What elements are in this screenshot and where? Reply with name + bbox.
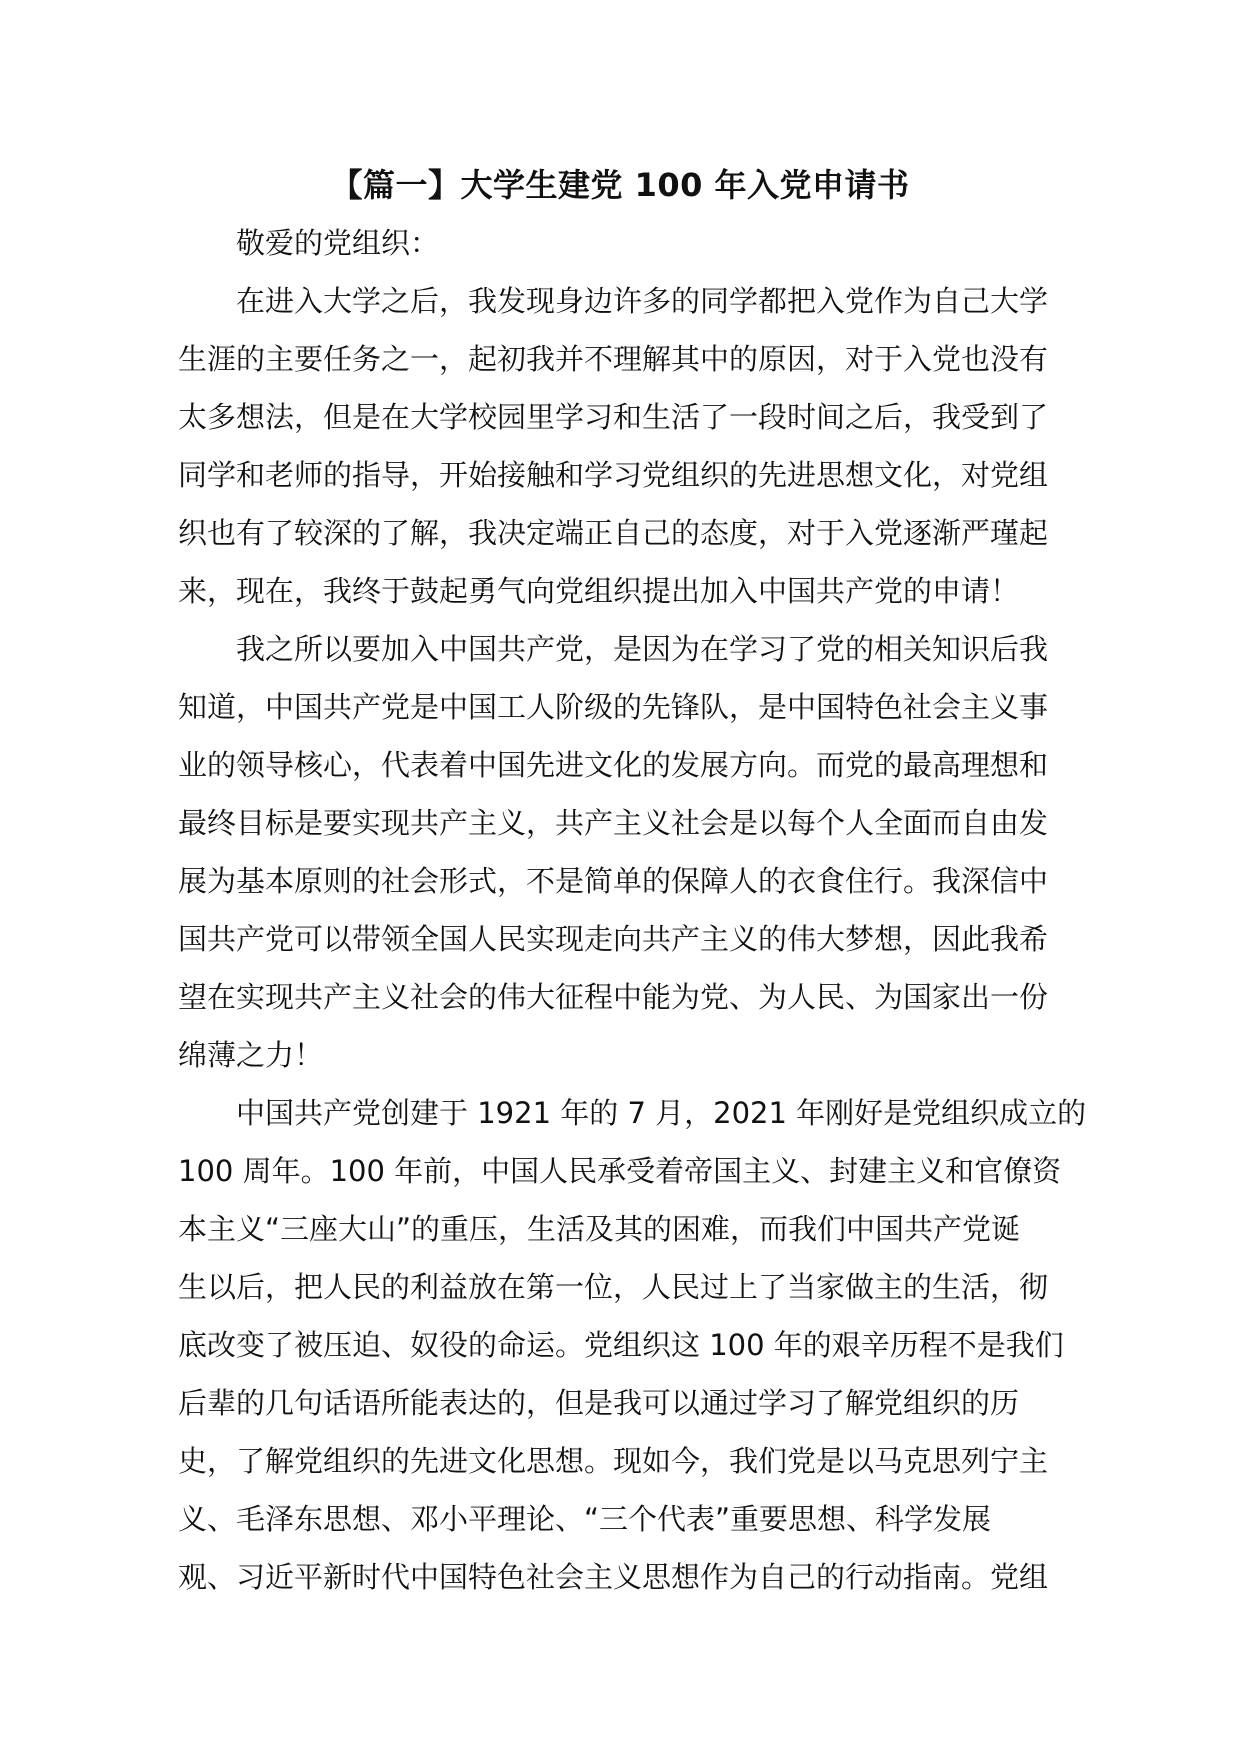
paragraph-line: 业的领导核心，代表着中国先进文化的发展方向。而党的最高理想和 [178,748,1049,782]
paragraph-3 [178,1084,1087,1606]
paragraph-line: 绵薄之力！ [178,1038,324,1072]
paragraph-1 [178,272,1070,620]
paragraph-line: 史，了解党组织的先进文化思想。现如今，我们党是以马克思列宁主 [178,1444,1049,1478]
paragraph-line: 来，现在，我终于鼓起勇气向党组织提出加入中国共产党的申请！ [178,574,1020,608]
paragraph-line: 生涯的主要任务之一，起初我并不理解其中的原因，对于入党也没有 [178,342,1049,376]
paragraph-line: 中国共产党创建于 1921 年的 7 月，2021 年刚好是党组织成立的 [236,1096,1087,1130]
paragraph-line: 展为基本原则的社会形式，不是简单的保障人的衣食住行。我深信中 [178,864,1049,898]
paragraph-2 [178,620,1070,1084]
paragraph-line: 后辈的几句话语所能表达的，但是我可以通过学习了解党组织的历 [178,1386,1020,1420]
document-body [178,214,1087,1606]
paragraph-line: 在进入大学之后，我发现身边许多的同学都把入党作为自己大学 [236,284,1049,318]
paragraph-line: 100 周年。100 年前，中国人民承受着帝国主义、封建主义和官僚资 [178,1154,1062,1188]
paragraph-line: 观、习近平新时代中国特色社会主义思想作为自己的行动指南。党组 [178,1560,1049,1594]
salutation: 敬爱的党组织： [236,226,440,260]
paragraph-line: 生以后，把人民的利益放在第一位，人民过上了当家做主的生活，彻 [178,1270,1049,1304]
paragraph-line: 最终目标是要实现共产主义，共产主义社会是以每个人全面而自由发 [178,806,1049,840]
paragraph-line: 知道，中国共产党是中国工人阶级的先锋队，是中国特色社会主义事 [178,690,1049,724]
document-title: 【篇一】大学生建党 100 年入党申请书 [330,166,910,204]
paragraph-line: 本主义“三座大山”的重压，生活及其的困难，而我们中国共产党诞 [178,1212,1021,1246]
paragraph-line: 底改变了被压迫、奴役的命运。党组织这 100 年的艰辛历程不是我们 [178,1328,1064,1362]
paragraph-line: 我之所以要加入中国共产党，是因为在学习了党的相关知识后我 [236,632,1049,666]
paragraph-line: 义、毛泽东思想、邓小平理论、“三个代表”重要思想、科学发展 [178,1502,992,1536]
paragraph-line: 望在实现共产主义社会的伟大征程中能为党、为人民、为国家出一份 [178,980,1049,1014]
paragraph-line: 同学和老师的指导，开始接触和学习党组织的先进思想文化，对党组 [178,458,1049,492]
paragraph-line: 国共产党可以带领全国人民实现走向共产主义的伟大梦想，因此我希 [178,922,1049,956]
paragraph-line: 太多想法，但是在大学校园里学习和生活了一段时间之后，我受到了 [178,400,1049,434]
paragraph-line: 织也有了较深的了解，我决定端正自己的态度，对于入党逐渐严瑾起 [178,516,1049,550]
